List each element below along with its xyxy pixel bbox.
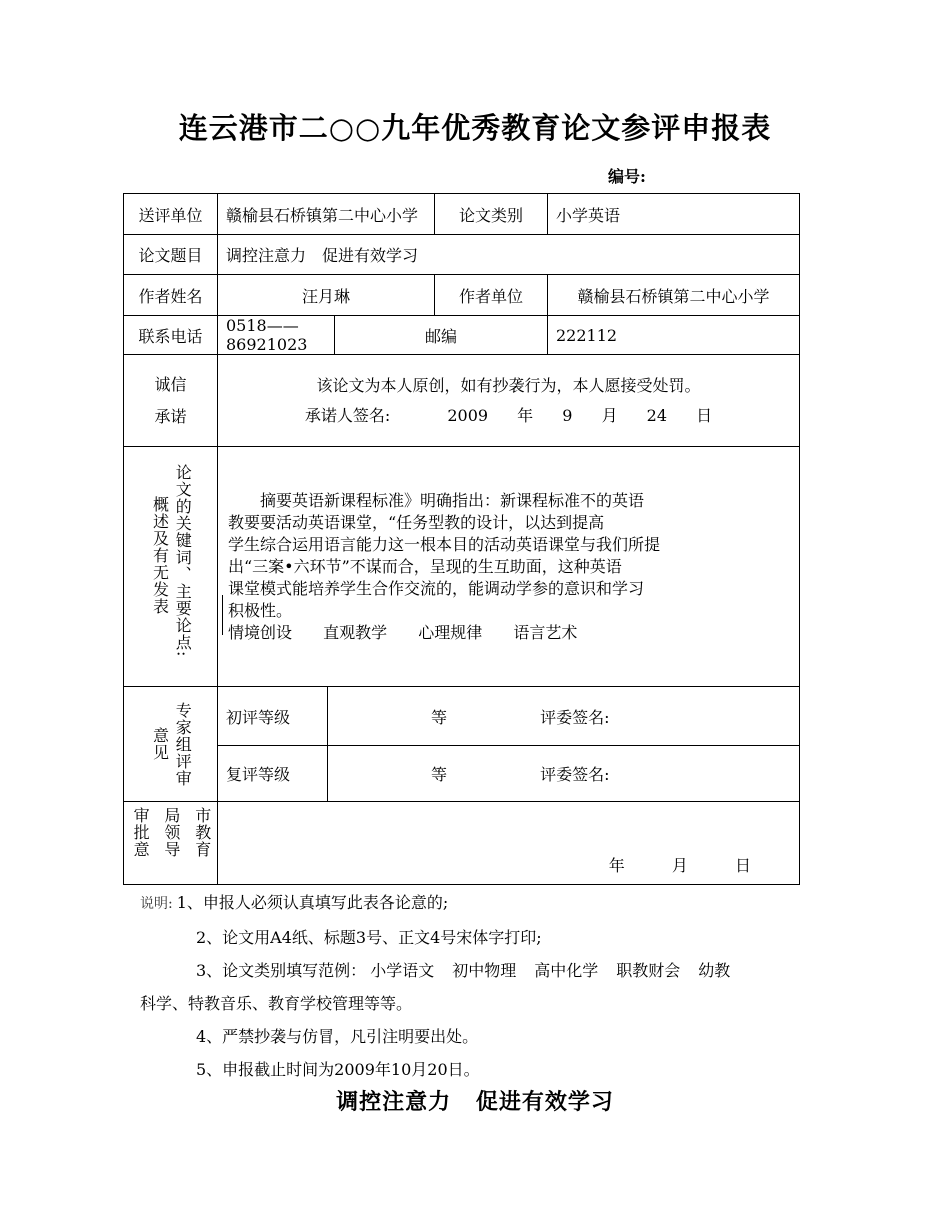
value-paper-category: 小学英语 — [548, 194, 800, 235]
keyword-2: 直观教学 — [323, 622, 388, 642]
pledge-year-unit: 年 — [517, 405, 534, 425]
pledge-day: 24 — [646, 405, 668, 425]
note-3-example-3: 高中化学 — [534, 961, 599, 980]
note-3-example-2: 初中物理 — [452, 961, 517, 980]
row-paper-title — [124, 235, 800, 275]
label-review-col-a: 专家组评审 — [173, 701, 193, 787]
value-author-name: 汪月琳 — [218, 275, 435, 316]
keyword-1: 情境创设 — [228, 622, 293, 642]
abstract-line-4: 出“三案•六环节”不谋而合，呈现的生互助面，这种英语 — [228, 556, 622, 576]
row-abstract — [124, 447, 800, 687]
pledge-month-unit: 月 — [601, 405, 618, 425]
label-approval-col-b: 局领导 — [161, 807, 181, 858]
first-grade-unit: 等 — [431, 707, 448, 727]
abstract-keywords — [228, 622, 729, 644]
label-author-name: 作者姓名 — [124, 275, 218, 316]
approval-date-row — [218, 802, 800, 885]
label-phone: 联系电话 — [124, 316, 218, 355]
row-contact — [124, 316, 800, 355]
label-paper-category: 论文类别 — [435, 194, 548, 235]
paper-heading-part1: 调控注意力 — [336, 1089, 452, 1115]
notes-section — [140, 886, 820, 1086]
note-3-continued: 科学、特教音乐、教育学校管理等等。 — [140, 994, 413, 1013]
note-3-prefix: 3、论文类别填写范例： — [196, 961, 367, 980]
row-submitting-unit — [124, 194, 800, 235]
approval-day-unit: 日 — [735, 856, 752, 875]
abstract-content — [218, 447, 800, 687]
label-review-col-b: 意见 — [150, 727, 170, 761]
note-3-example-5: 幼教 — [698, 961, 731, 980]
pledge-statement: 该论文为本人原创，如有抄袭行为，本人愿接受处罚。 — [316, 375, 701, 395]
value-zip: 222112 — [548, 316, 800, 355]
row-approval — [124, 802, 800, 885]
abstract-line-2: 教要要活动英语课堂，“任务型教的设计，以达到提高 — [228, 512, 605, 532]
note-3-example-4: 职教财会 — [616, 961, 681, 980]
label-approval-col-c: 审批意 — [131, 807, 151, 858]
approval-year-unit: 年 — [608, 856, 625, 875]
label-approval — [124, 802, 218, 885]
pledge-content — [218, 355, 800, 447]
second-grade-unit: 等 — [431, 765, 448, 784]
label-first-grade: 初评等级 — [218, 687, 328, 746]
label-expert-review — [124, 687, 218, 802]
first-review-signature-label: 评委签名: — [540, 707, 610, 727]
keyword-4: 语言艺术 — [513, 622, 578, 642]
label-author-unit: 作者单位 — [435, 275, 548, 316]
label-pledge-line2: 承诺 — [154, 406, 187, 426]
paper-heading-part2: 促进有效学习 — [475, 1089, 614, 1115]
value-submitting-unit: 赣榆县石桥镇第二中心小学 — [218, 194, 435, 235]
abstract-line-1: 摘要英语新课程标准》明确指出：新课程标准不的英语 — [228, 490, 645, 510]
value-author-unit: 赣榆县石桥镇第二中心小学 — [548, 275, 800, 316]
label-abstract-col-b: 概述及有无发表 — [150, 496, 170, 615]
paper-heading — [0, 1085, 950, 1116]
label-abstract — [124, 447, 218, 687]
pledge-year: 2009 — [447, 405, 489, 425]
note-3 — [140, 954, 820, 987]
note-5: 5、申报截止时间为2009年10月20日。 — [196, 1060, 480, 1079]
pledge-signer-label: 承诺人签名: — [304, 405, 391, 425]
application-form-table — [123, 193, 800, 885]
abstract-line-6: 积极性。 — [228, 600, 293, 620]
note-1-text: 1、申报人必须认真填写此表各论意的; — [176, 893, 449, 912]
notes-lead: 说明: — [140, 896, 173, 912]
abstract-line-3: 学生综合运用语言能力这一根本目的活动英语课堂与我们所提 — [228, 534, 661, 554]
abstract-line-5: 课堂模式能培养学生合作交流的，能调动学参的意识和学习 — [228, 578, 645, 598]
label-paper-title: 论文题目 — [124, 235, 218, 275]
label-submitting-unit: 送评单位 — [124, 194, 218, 235]
pledge-month: 9 — [562, 405, 573, 425]
pledge-day-unit: 日 — [696, 405, 713, 425]
text-cursor-bar — [222, 595, 223, 635]
label-approval-col-a: 市教育 — [192, 807, 212, 858]
label-pledge-line1: 诚信 — [154, 374, 187, 394]
row-first-review — [124, 687, 800, 746]
keyword-3: 心理规律 — [418, 622, 483, 642]
first-review-grade-row — [328, 687, 800, 746]
approval-month-unit: 月 — [671, 856, 688, 875]
row-author — [124, 275, 800, 316]
second-review-grade-row — [328, 746, 800, 802]
note-2: 2、论文用A4纸、标题3号、正文4号宋体字打印; — [196, 928, 542, 947]
label-integrity-pledge — [124, 355, 218, 447]
row-second-review — [124, 746, 800, 802]
value-phone: 0518——86921023 — [218, 316, 335, 355]
label-zip: 邮编 — [335, 316, 548, 355]
serial-number-label: 编号: — [608, 167, 646, 186]
value-paper-title: 调控注意力 促进有效学习 — [218, 235, 800, 275]
second-review-signature-label: 评委签名: — [540, 765, 610, 784]
label-abstract-col-a: 论文的关键词、主要论点: — [173, 464, 193, 658]
row-integrity-pledge — [124, 355, 800, 447]
note-3-example-1: 小学语文 — [370, 961, 435, 980]
document-title: 连云港市二○○九年优秀教育论文参评申报表 — [178, 111, 772, 145]
pledge-signature-line — [226, 401, 791, 431]
note-4: 4、严禁抄袭与仿冒，凡引注明要出处。 — [196, 1027, 479, 1046]
note-1 — [140, 886, 820, 921]
label-second-grade: 复评等级 — [218, 746, 328, 802]
